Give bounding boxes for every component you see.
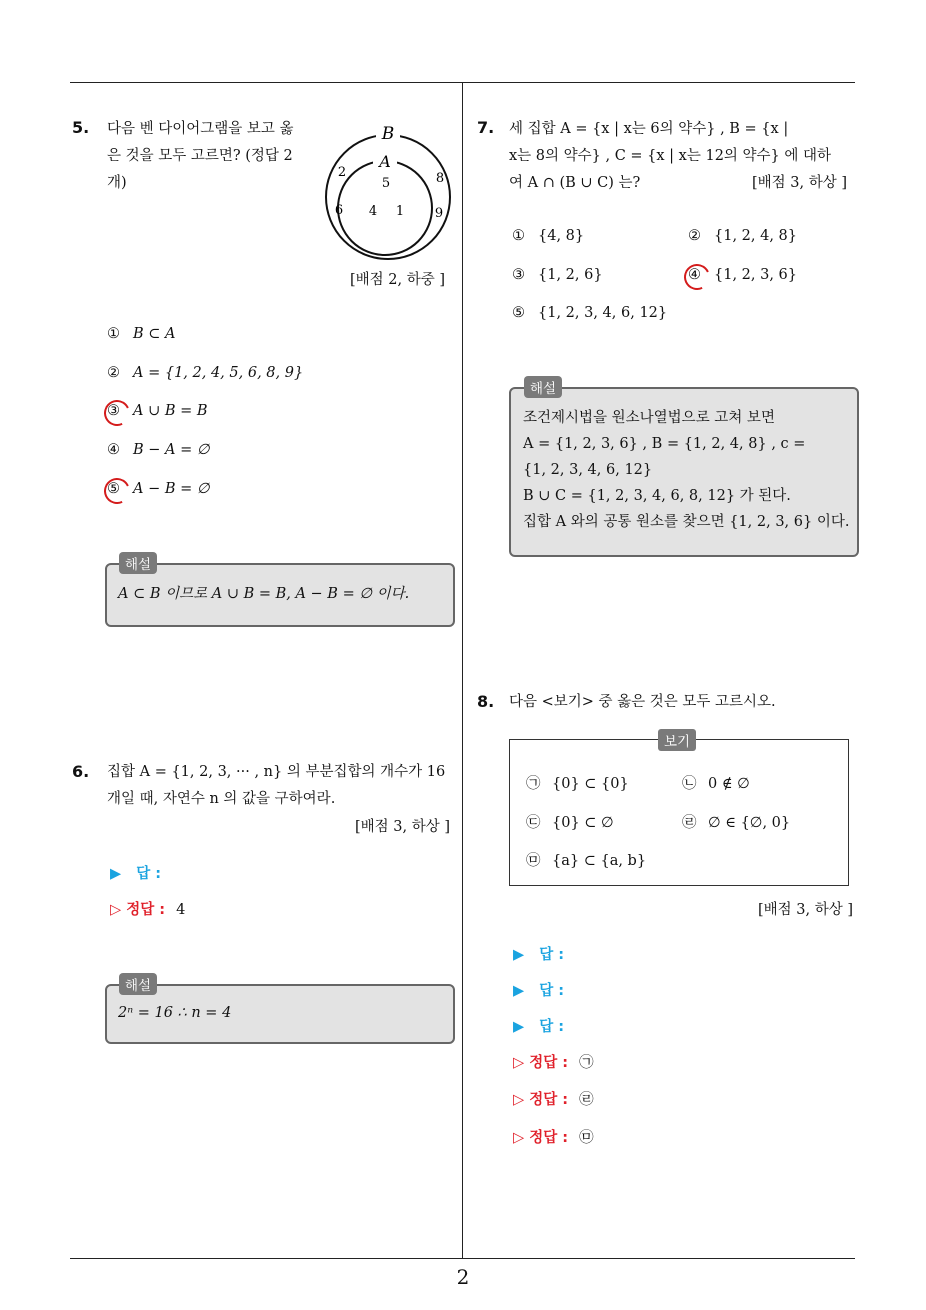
bogi-item: ㉢ {0} ⊂ ∅ (526, 815, 614, 831)
venn-value: 5 (381, 176, 391, 191)
answer-circle-mark (100, 396, 133, 429)
page-number: 2 (456, 1265, 470, 1289)
q6-answer-line[interactable]: ▶ 답 : (110, 866, 162, 882)
q8-text: 다음 <보기> 중 옳은 것은 모두 고르시오. (509, 694, 776, 710)
q8-meta: [배점 3, 하상 ] (758, 902, 854, 918)
q8-answer-line[interactable]: ▶ 답 : (513, 947, 565, 963)
venn-value: 8 (435, 171, 445, 186)
play-outline-icon: ▷ (513, 1092, 525, 1108)
q7-explanation-label: 해설 (524, 376, 562, 398)
venn-outer-label: B (381, 124, 395, 144)
q6-explanation-text: 2ⁿ = 16 ∴ n = 4 (118, 1005, 232, 1021)
q7-choice[interactable]: ② {1, 2, 4, 8} (688, 228, 798, 244)
q5-number: 5. (72, 118, 90, 137)
play-icon: ▶ (110, 866, 122, 882)
q7-choice[interactable]: ⑤ {1, 2, 3, 4, 6, 12} (512, 305, 668, 321)
q5-choice[interactable]: ① B ⊂ A (107, 326, 176, 342)
q8-correct-line: ▷ 정답 : ㉤ (513, 1130, 594, 1146)
q7-explanation-text: 조건제시법을 원소나열법으로 고쳐 보면 A = {1, 2, 3, 6} , B = {1, 2, 4, 8} , c = {1, 2, 3, 4, 6, 12} B ∪ C = {1, 2, 3, 4, 6, 8, 12} 가 된다. 집합 A 와의 공통 원소를 찾으면 {1, 2, 3, 6} 이다. (523, 410, 850, 530)
q8-answer-line[interactable]: ▶ 답 : (513, 1019, 565, 1035)
q6-correct-line: ▷ 정답 : 4 (110, 902, 186, 918)
q5-meta: [배점 2, 하중 ] (350, 272, 446, 288)
venn-value: 6 (334, 203, 344, 218)
bottom-rule (70, 1258, 855, 1259)
q5-explanation-text: A ⊂ B 이므로 A ∪ B = B, A − B = ∅ 이다. (118, 586, 410, 602)
venn-value: 2 (337, 165, 347, 180)
bogi-item: ㉣ ∅ ∈ {∅, 0} (682, 815, 791, 831)
q6-explanation-label: 해설 (119, 973, 157, 995)
q8-correct-line: ▷ 정답 : ㉠ (513, 1055, 594, 1071)
q8-correct-line: ▷ 정답 : ㉣ (513, 1092, 594, 1108)
q7-choice[interactable]: ③ {1, 2, 6} (512, 267, 603, 283)
bogi-label: 보기 (658, 729, 696, 751)
q5-choice[interactable]: ⑤ A − B = ∅ (107, 481, 210, 497)
play-icon: ▶ (513, 947, 525, 963)
q7-number: 7. (477, 118, 495, 137)
venn-inner-label: A (379, 152, 391, 171)
play-outline-icon: ▷ (110, 902, 122, 918)
q7-choice[interactable]: ④ {1, 2, 3, 6} (688, 267, 798, 283)
q6-text: 집합 A = {1, 2, 3, ··· , n} 의 부분집합의 개수가 16 개일 때, 자연수 n 의 값을 구하여라. (107, 764, 446, 807)
q5-choice[interactable]: ② A = {1, 2, 4, 5, 6, 8, 9} (107, 365, 304, 381)
bogi-item: ㉠ {0} ⊂ {0} (526, 776, 629, 792)
venn-value: 9 (434, 206, 444, 221)
bogi-item: ㉤ {a} ⊂ {a, b} (526, 853, 647, 869)
bogi-item: ㉡ 0 ∉ ∅ (682, 776, 750, 792)
venn-value: 1 (395, 204, 405, 219)
q5-explanation-label: 해설 (119, 552, 157, 574)
q8-number: 8. (477, 692, 495, 711)
q8-answer-line[interactable]: ▶ 답 : (513, 983, 565, 999)
play-outline-icon: ▷ (513, 1055, 525, 1071)
q6-meta: [배점 3, 하상 ] (355, 819, 451, 835)
play-icon: ▶ (513, 1019, 525, 1035)
venn-value: 4 (368, 204, 378, 219)
q5-choice[interactable]: ③ A ∪ B = B (107, 403, 208, 419)
q7-meta: [배점 3, 하상 ] (752, 175, 848, 191)
answer-circle-mark (680, 260, 713, 293)
q5-text: 다음 벤 다이어그램을 보고 옳 은 것을 모두 고르면? (정답 2 개) (107, 121, 294, 191)
q6-number: 6. (72, 762, 90, 781)
answer-circle-mark (100, 474, 133, 507)
play-icon: ▶ (513, 983, 525, 999)
q5-choice[interactable]: ④ B − A = ∅ (107, 442, 210, 458)
q7-choice[interactable]: ① {4, 8} (512, 228, 585, 244)
q7-text: 세 집합 A = {x | x는 6의 약수} , B = {x | x는 8의 약수} , C = {x | x는 12의 약수} 에 대하 여 A ∩ (B ∪ C) 는? (509, 121, 832, 191)
venn-diagram (318, 122, 464, 262)
play-outline-icon: ▷ (513, 1130, 525, 1146)
